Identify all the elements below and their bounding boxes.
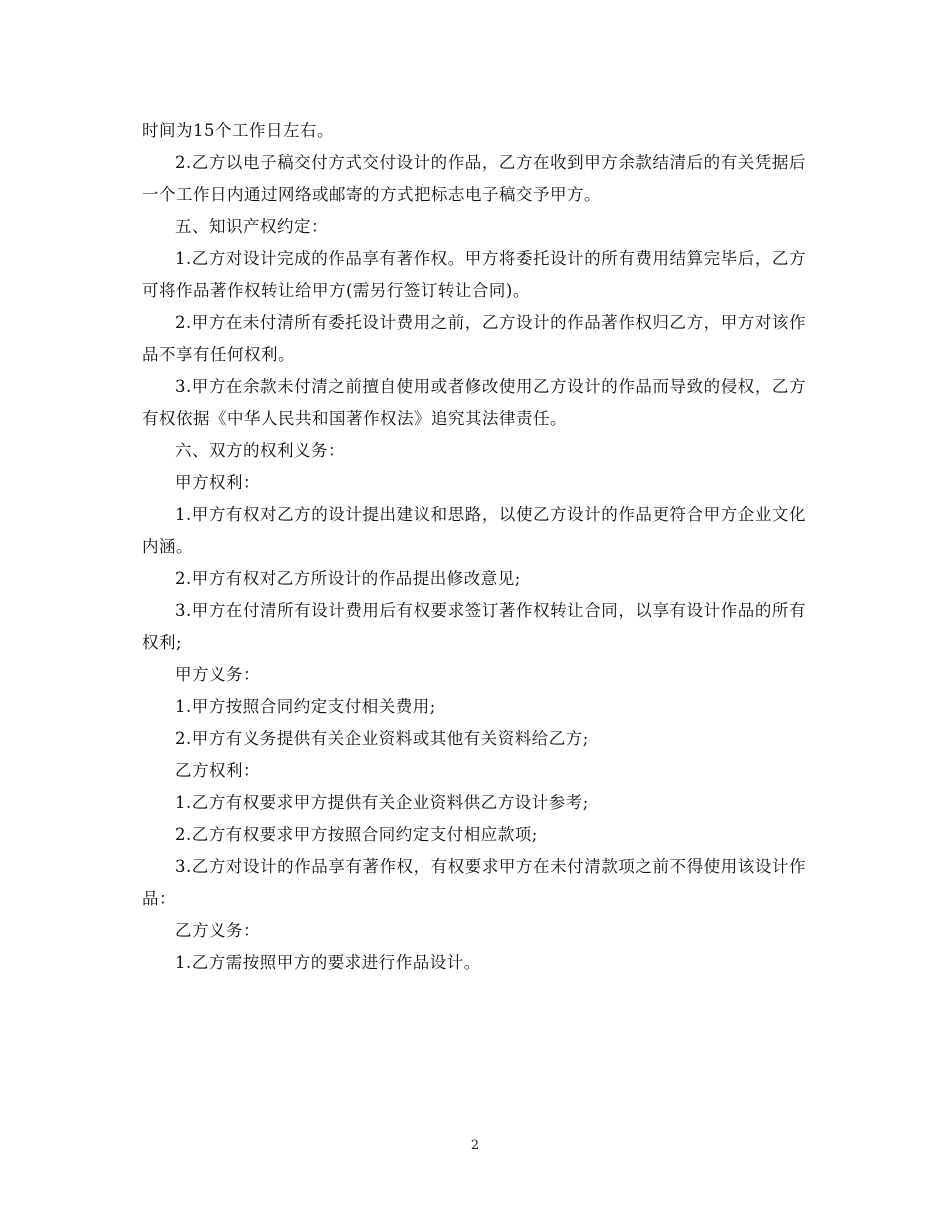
- subheading-party-a-duties: 甲方义务：: [175, 665, 260, 684]
- section-heading-rights: 六、双方的权利义务：: [175, 441, 345, 460]
- paragraph-party-b-right-2: 2.乙方有权要求甲方按照合同约定支付相应款项;: [175, 825, 538, 844]
- paragraph-party-a-right-3: 3.甲方在付清所有设计费用后有权要求签订著作权转让合同，以享有设计作品的所有权利;: [142, 601, 806, 652]
- paragraph-ip-item-2: 2.甲方在未付清所有委托设计费用之前，乙方设计的作品著作权归乙方，甲方对该作品不享有任何权利。: [142, 313, 806, 364]
- paragraph-ip-item-1: 1.乙方对设计完成的作品享有著作权。甲方将委托设计的所有费用结算完毕后，乙方可将作品著作权转让给甲方(需另行签订转让合同)。: [142, 249, 806, 300]
- paragraph-party-b-right-3: 3.乙方对设计的作品享有著作权，有权要求甲方在未付清款项之前不得使用该设计作品：: [142, 857, 806, 908]
- paragraph-party-a-duty-2: 2.甲方有义务提供有关企业资料或其他有关资料给乙方;: [175, 729, 589, 748]
- paragraph-ip-item-3: 3.甲方在余款未付清之前擅自使用或者修改使用乙方设计的作品而导致的侵权，乙方有权依据《中华人民共和国著作权法》追究其法律责任。: [142, 377, 806, 428]
- section-heading-ip: 五、知识产权约定：: [175, 217, 328, 236]
- subheading-party-b-rights: 乙方权利：: [175, 761, 260, 780]
- paragraph-delivery-item-2: 2.乙方以电子稿交付方式交付设计的作品，乙方在收到甲方余款结清后的有关凭据后一个工作日内通过网络或邮寄的方式把标志电子稿交予甲方。: [142, 153, 806, 204]
- subheading-party-a-rights: 甲方权利：: [175, 473, 260, 492]
- paragraph-continuation: 时间为15个工作日左右。: [142, 121, 334, 140]
- paragraph-party-b-right-1: 1.乙方有权要求甲方提供有关企业资料供乙方设计参考;: [175, 793, 589, 812]
- page-number: 2: [470, 1138, 480, 1153]
- paragraph-party-b-duty-1: 1.乙方需按照甲方的要求进行作品设计。: [175, 953, 481, 972]
- document-body: [142, 115, 806, 979]
- paragraph-party-a-right-2: 2.甲方有权对乙方所设计的作品提出修改意见;: [175, 569, 521, 588]
- subheading-party-b-duties: 乙方义务：: [175, 921, 260, 940]
- paragraph-party-a-duty-1: 1.甲方按照合同约定支付相关费用;: [175, 697, 436, 716]
- paragraph-party-a-right-1: 1.甲方有权对乙方的设计提出建议和思路，以使乙方设计的作品更符合甲方企业文化内涵。: [142, 505, 806, 556]
